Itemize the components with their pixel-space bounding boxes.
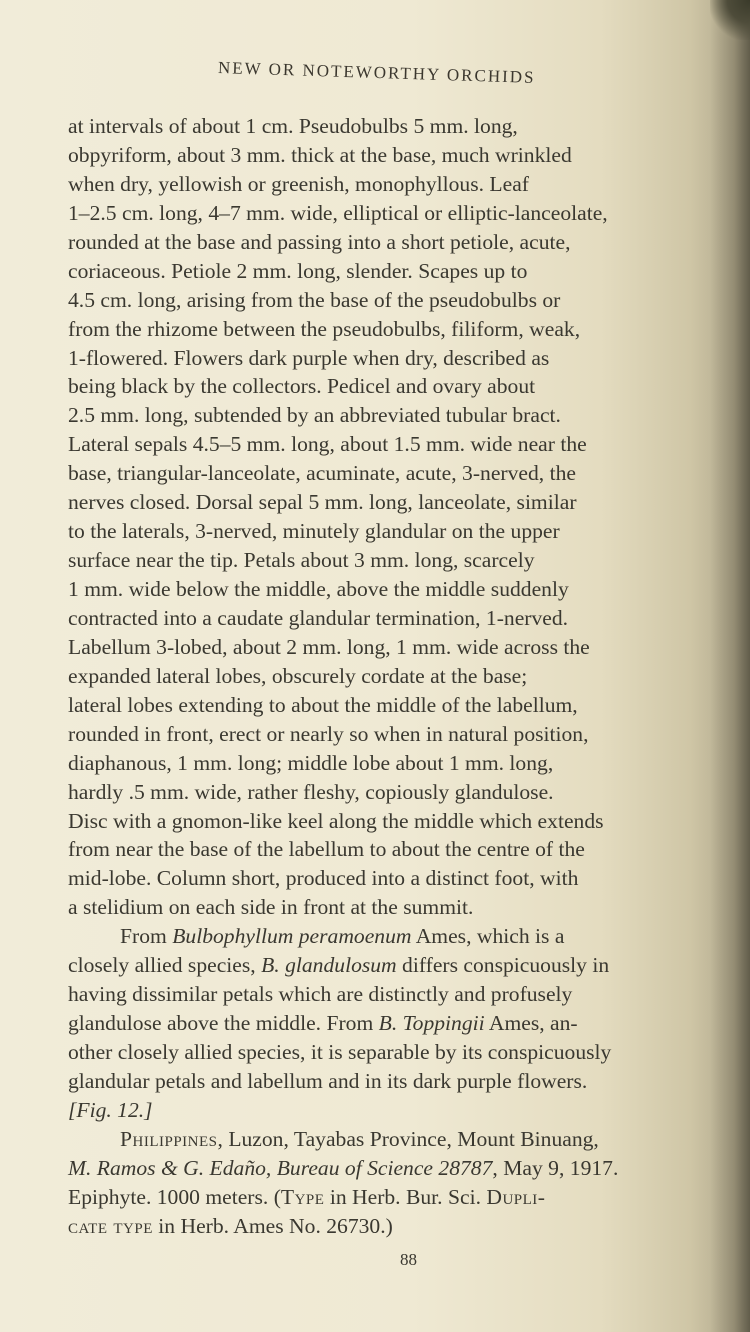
text-line: mid-lobe. Column short, produced into a distinct foot, with: [68, 866, 579, 891]
country-name: Philippines: [120, 1126, 218, 1151]
species-name: B. glandulosum: [261, 953, 397, 978]
text-line: 1 mm. wide below the middle, above the middle suddenly: [68, 577, 569, 601]
text-line: [68, 1154, 728, 1183]
text-line: when dry, yellowish or greenish, monophyllous. Leaf: [68, 171, 529, 196]
text-line: rounded in front, erect or nearly so when in natural position,: [68, 721, 589, 746]
duplicate-label: cate type: [68, 1213, 153, 1238]
text-run: in Herb. Bur. Sci.: [324, 1184, 487, 1209]
text-line: 2.5 mm. long, subtended by an abbreviated tubular bract.: [68, 403, 561, 428]
text-run: glandulose above the middle. From: [68, 1011, 379, 1036]
collectors: M. Ramos & G. Edaño, Bureau of Science 28787: [68, 1155, 493, 1180]
figure-reference: [Fig. 12.]: [68, 1097, 153, 1122]
text-line: contracted into a caudate glandular termination, 1-nerved.: [68, 605, 569, 630]
text-line: glandular petals and labellum and in its dark purple flowers.: [68, 1068, 588, 1093]
text-run: , Luzon, Tayabas Province, Mount Binuang,: [217, 1126, 599, 1151]
text-run: Ames, which is a: [411, 924, 565, 949]
text-line: to the laterals, 3-nerved, minutely glandular on the upper: [68, 519, 560, 544]
corner-shadow: [710, 0, 750, 40]
text-line: [68, 951, 728, 980]
text-line: [68, 1009, 728, 1038]
text-line: other closely allied species, it is separable by its conspicuously: [68, 1040, 612, 1064]
text-line: having dissimilar petals which are distinctly and profusely: [68, 982, 573, 1007]
species-name: B. Toppingii: [378, 1011, 485, 1036]
text-line: 1-flowered. Flowers dark purple when dry, described as: [68, 345, 550, 370]
text-run: in Herb. Ames No. 26730.): [152, 1213, 393, 1238]
text-line: from near the base of the labellum to about the centre of the: [68, 837, 585, 862]
duplicate-label: Dupli-: [486, 1184, 546, 1209]
text-line: coriaceous. Petiole 2 mm. long, slender. Scapes up to: [68, 258, 528, 283]
text-line: Labellum 3-lobed, about 2 mm. long, 1 mm. wide across the: [68, 634, 590, 659]
species-name: Bulbophyllum peramoenum: [172, 924, 412, 949]
text-line: [68, 1183, 728, 1212]
text-line: [68, 1212, 728, 1241]
text-line: hardly .5 mm. wide, rather fleshy, copiously glandulose.: [68, 779, 554, 804]
text-line: nerves closed. Dorsal sepal 5 mm. long, lanceolate, similar: [68, 490, 577, 515]
paragraph-start: [68, 922, 728, 951]
text-line: Disc with a gnomon-like keel along the middle which extends: [68, 808, 604, 833]
text-line: from the rhizome between the pseudobulbs, filiform, weak,: [68, 316, 581, 341]
text-line: at intervals of about 1 cm. Pseudobulbs 5 mm. long,: [68, 114, 518, 138]
page-number: 88: [400, 1250, 417, 1269]
text-run: From: [120, 924, 173, 949]
text-line: surface near the tip. Petals about 3 mm. long, scarcely: [68, 548, 535, 573]
text-run: differs conspicuously in: [396, 953, 610, 978]
text-run: closely allied species,: [68, 953, 262, 978]
type-label: Type: [280, 1184, 325, 1209]
text-line: lateral lobes extending to about the middle of the labellum,: [68, 692, 578, 717]
running-header: NEW OR NOTEWORTHY ORCHIDS: [217, 58, 536, 87]
text-line: a stelidium on each side in front at the summit.: [68, 895, 474, 920]
body-text: [68, 112, 728, 1241]
specimen-citation: [68, 1125, 728, 1154]
text-run: , May 9, 1917.: [492, 1155, 619, 1180]
text-line: base, triangular-lanceolate, acuminate, acute, 3-nerved, the: [68, 461, 576, 486]
text-line: obpyriform, about 3 mm. thick at the base, much wrinkled: [68, 142, 572, 167]
text-line: expanded lateral lobes, obscurely cordate at the base;: [68, 663, 528, 688]
text-line: being black by the collectors. Pedicel and ovary about: [68, 374, 536, 399]
text-line: 4.5 cm. long, arising from the base of the pseudobulbs or: [68, 287, 561, 312]
text-line: diaphanous, 1 mm. long; middle lobe about 1 mm. long,: [68, 750, 554, 775]
text-run: Ames, an-: [484, 1011, 578, 1036]
text-line: 1–2.5 cm. long, 4–7 mm. wide, elliptical or elliptic-lanceolate,: [68, 200, 608, 225]
text-line: Lateral sepals 4.5–5 mm. long, about 1.5 mm. wide near the: [68, 432, 587, 457]
text-run: Epiphyte. 1000 meters. (: [68, 1184, 281, 1209]
text-line: rounded at the base and passing into a short petiole, acute,: [68, 229, 571, 254]
